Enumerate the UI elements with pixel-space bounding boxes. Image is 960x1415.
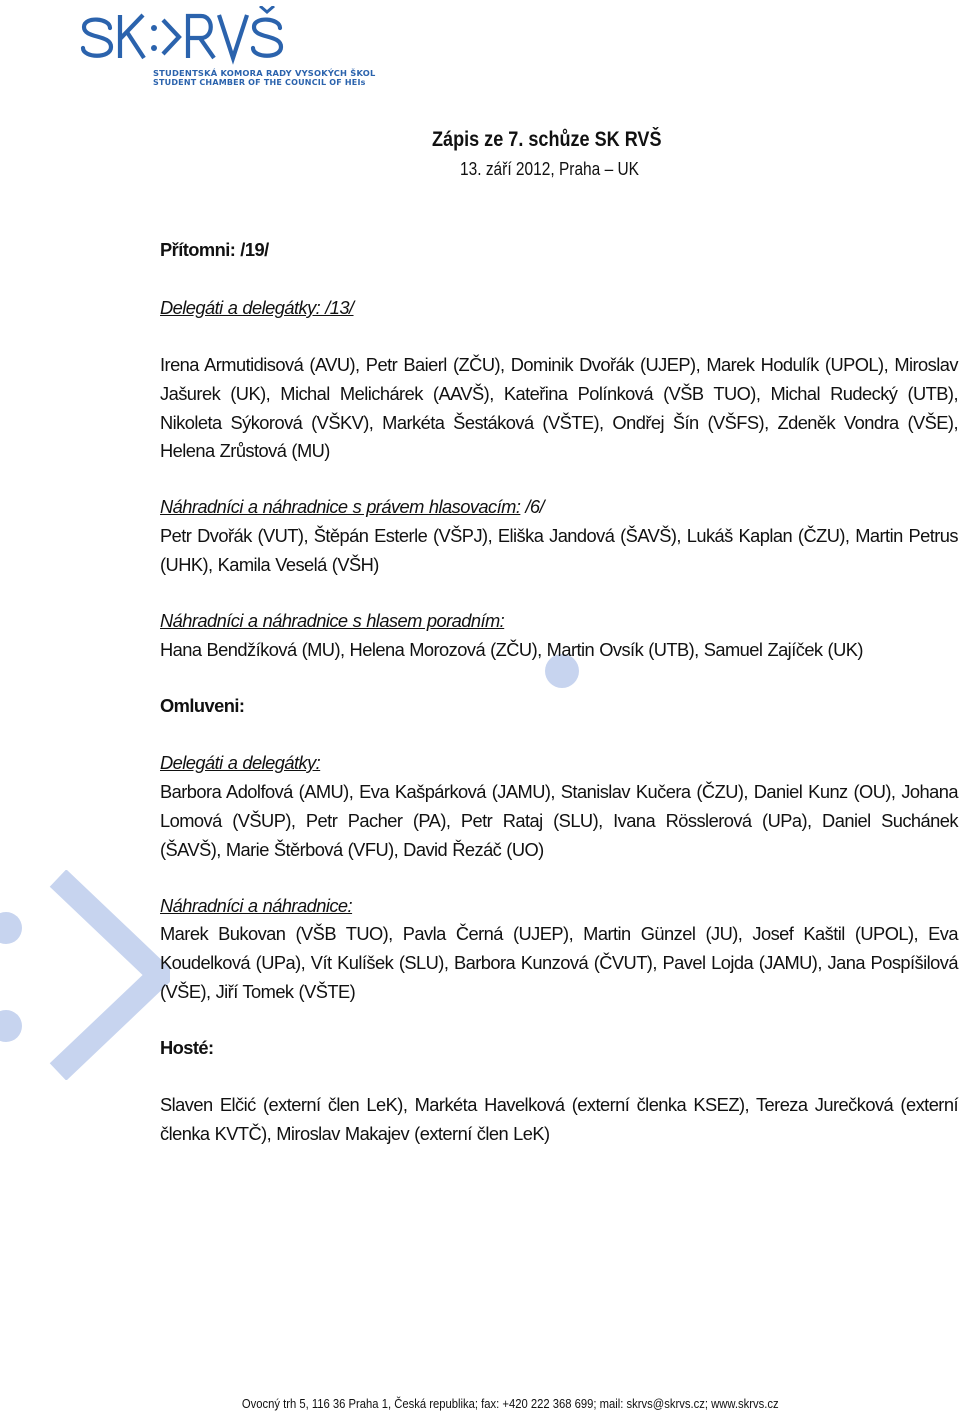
delegates-list: Irena Armutidisová (AVU), Petr Baierl (ZČU), Dominik Dvořák (UJEP), Marek Hodulík (UPOL), Miroslav Jašurek (UK), Michal Melichárek (AAVŠ), Kateřina Polínková (VŠB TUO), Michal Rudecký (UTB), Nikoleta Sýkorová (VŠKV), Markéta Šestáková (VŠTE), Ondřej Šín (VŠFS), Zdeněk Vondra (VŠE), Helena Zrůstová (MU) <box>160 354 958 462</box>
excused-delegates-heading: Delegáti a delegátky: <box>160 752 321 773</box>
logo-subtitle-czech: STUDENTSKÁ KOMORA RADY VYSOKÝCH ŠKOL <box>153 68 376 78</box>
decorative-chevron-icon <box>0 870 170 1080</box>
excused-delegates-heading-wrap <box>160 749 958 778</box>
advisory-substitutes-list: Hana Bendžíková (MU), Helena Morozová (ZČU), Martin Ovsík (UTB), Samuel Zajíček (UK) <box>160 639 863 660</box>
skrvs-logo-mark <box>80 6 290 66</box>
excused-substitutes-list: Marek Bukovan (VŠB TUO), Pavla Černá (UJEP), Martin Günzel (JU), Josef Kaštil (UPOL), Eva Koudelková (UPa), Vít Kulíšek (SLU), Barbora Kunzová (ČVUT), Pavel Lojda (JAMU), Jana Pospíšilová (VŠE), Jiří Tomek (VŠTE) <box>160 923 958 1002</box>
delegates-heading: Delegáti a delegátky: /13/ <box>160 297 354 318</box>
guests-heading: Hosté: <box>160 1037 214 1058</box>
excused-substitutes-heading: Náhradníci a náhradnice: <box>160 895 353 916</box>
voting-substitutes-list: Petr Dvořák (VUT), Štěpán Esterle (VŠPJ), Eliška Jandová (ŠAVŠ), Lukáš Kaplan (ČZU), Martin Petrus (UHK), Kamila Veselá (VŠH) <box>160 525 958 575</box>
skrvs-logo <box>80 6 380 88</box>
excused-heading: Omluveni: <box>160 695 245 716</box>
page-footer <box>0 1397 960 1411</box>
logo-subtitle-english: STUDENT CHAMBER OF THE COUNCIL OF HEIs <box>153 78 366 87</box>
present-heading: Přítomni: /19/ <box>160 239 269 260</box>
advisory-substitutes-heading-wrap <box>160 607 958 636</box>
advisory-substitutes-heading: Náhradníci a náhradnice s hlasem poradním: <box>160 610 505 631</box>
document-subtitle: 13. září 2012, Praha – UK <box>460 159 639 179</box>
excused-substitutes-heading-wrap <box>160 892 958 921</box>
delegates-heading-wrap <box>160 294 958 323</box>
excused-delegates-list: Barbora Adolfová (AMU), Eva Kašpárková (JAMU), Stanislav Kučera (ČZU), Daniel Kunz (OU), Johana Lomová (VŠUP), Petr Pacher (PA), Petr Rataj (SLU), Ivana Rösslerová (UPa), Daniel Suchánek (ŠAVŠ), Marie Štěrbová (VFU), David Řezáč (UO) <box>160 781 958 860</box>
voting-substitutes-heading-wrap <box>160 493 958 522</box>
document-title: Zápis ze 7. schůze SK RVŠ <box>432 128 662 151</box>
footer-contact: Ovocný trh 5, 116 36 Praha 1, Česká republika; fax: +420 222 368 699; mail: skrvs@skrvs.cz; www.skrvs.cz <box>241 1397 779 1411</box>
guests-list: Slaven Elčić (externí člen LeK), Markéta Havelková (externí členka KSEZ), Tereza Jurečková (externí členka KVTČ), Miroslav Makajev (externí člen LeK) <box>160 1094 958 1144</box>
voting-substitutes-heading: Náhradníci a náhradnice s právem hlasovacím: /6/ <box>160 496 545 517</box>
